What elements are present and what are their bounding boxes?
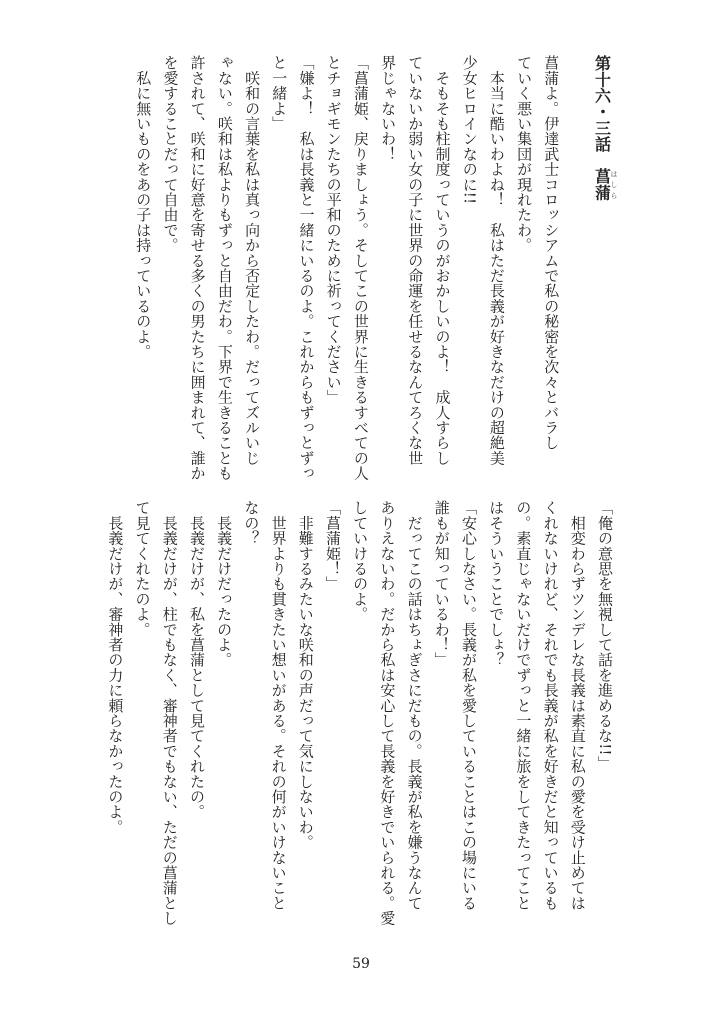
- text-line: 長義だけだったのよ。: [215, 500, 234, 668]
- text-line: ありえないわ。だから私は安心して長義を好きでいられる。愛: [378, 500, 397, 926]
- text-line: 長義だけが、私を菖蒲として見てくれたの。: [187, 500, 206, 820]
- text-line: 長義だけが、柱でもなく、審神者でもない、ただの菖蒲とし: [160, 500, 179, 926]
- text-line: 少女ヒロインなのに!!: [460, 55, 479, 205]
- text-line: とチョギモンたちの平和のために祈ってください」: [324, 55, 343, 405]
- chapter-number: 第十六・三話: [592, 55, 612, 169]
- text-line: 「菖蒲姫、戻りましょう。そしてこの世界に生きるすべての人: [351, 55, 370, 481]
- text-line: 誰もが知っているわ！」: [432, 500, 451, 668]
- text-line: 界じゃないわ！: [379, 55, 398, 162]
- top-text-block: [129, 55, 618, 485]
- text-line: だってこの話はちょぎさにだもの。長義が私を嫌うなんて: [405, 500, 424, 911]
- text-line: ていく悪い集団が現れたわ。: [515, 55, 534, 253]
- text-line: て見てくれたのよ。: [133, 500, 152, 637]
- text-line: 許されて、咲和に好意を寄せる多くの男たちに囲まれて、誰か: [188, 55, 207, 481]
- text-line: と一緒よ」: [270, 55, 289, 131]
- text-line: くれないけれど、それでも長義が私を好きだと知っているも: [541, 500, 560, 911]
- text-line: 「嫌よ！ 私は長義と一緒にいるのよ。これからもずっとずっ: [297, 55, 316, 481]
- text-line: の。素直じゃないだけでずっと一緒に旅をしてきたってこと: [514, 500, 533, 911]
- text-line: 長義だけが、審神者の力に頼らなかったのよ。: [106, 500, 125, 835]
- text-line: なの？: [242, 500, 261, 546]
- text-line: 非難するみたいな咲和の声だって気にしないわ。: [296, 500, 315, 850]
- page-number: 59: [352, 956, 370, 972]
- text-line: 菖蒲よ。伊達武士コロッシアムで私の秘密を次々とバラし: [542, 55, 561, 451]
- text-line: 「安心しなさい。長義が私を愛していることはこの場にいる: [459, 500, 478, 911]
- text-line: はそういうことでしょ？: [487, 500, 506, 668]
- text-line: そもそも柱制度っていうのがおかしいのよ！ 成人すらし: [433, 55, 452, 466]
- title-name-text: 菖蒲: [592, 168, 612, 201]
- title-name: [592, 168, 618, 201]
- text-line: 「俺の意思を無視して話を進めるな!!」: [596, 500, 614, 771]
- title-ruby: はしら: [610, 168, 618, 201]
- text-line: ゃない。咲和は私よりもずっと自由だわ。下界で生きることも: [215, 55, 234, 481]
- text-line: していけるのよ。: [351, 500, 370, 622]
- text-line: ていないか弱い女の子に世界の命運を任せるなんてろくな世: [406, 55, 425, 466]
- text-line: 私に無いものをあの子は持っているのよ。: [134, 55, 153, 359]
- text-line: 相変わらずツンデレな長義は素直に私の愛を受け止めては: [568, 500, 587, 911]
- text-line: 「菖蒲姫！」: [323, 500, 342, 592]
- text-line: 本当に酷いわよね！ 私はただ長義が好きなだけの超絶美: [487, 55, 506, 466]
- bottom-text-block: [101, 500, 618, 930]
- text-line: 咲和の言葉を私は真っ向から否定したわ。だってズルいじ: [243, 55, 262, 466]
- text-line: 世界よりも貫きたい想いがある。それの何がいけないこと: [269, 500, 288, 911]
- text-line: を愛することだって自由で。: [161, 55, 180, 253]
- chapter-title: [588, 55, 618, 485]
